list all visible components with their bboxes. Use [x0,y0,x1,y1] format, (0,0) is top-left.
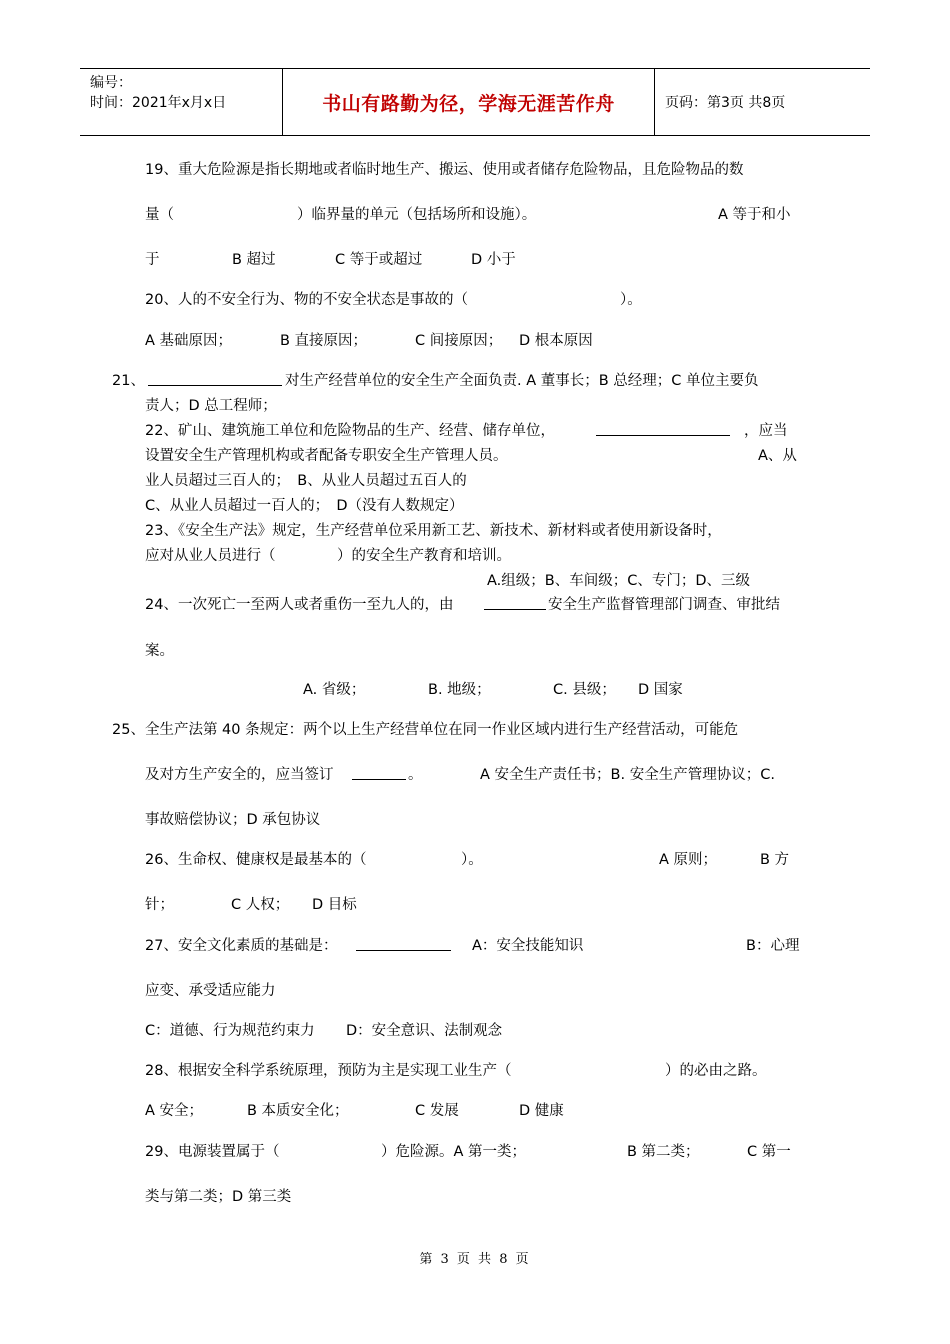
question-21-stem: 对生产经营单位的安全生产全面负责. A 董事长；B 总经理；C 单位主要负 [285,373,759,389]
question-27-option-b-start: B：心理 [746,938,800,954]
question-19-option-a: A 等于和小 [718,207,791,223]
question-22-line-2: 设置安全生产管理机构或者配备专职安全生产管理人员。 [145,448,508,464]
question-26-option-a: A 原则； [659,852,718,868]
question-20-stem-end: ）。 [620,292,642,308]
question-29-stem-end: ）危险源。A 第一类； [381,1144,527,1160]
question-22-stem-end: ，应当 [744,423,788,439]
question-21-blank [148,371,282,392]
question-27-option-c: C：道德、行为规范约束力 [145,1023,315,1039]
question-20-option-b: B 直接原因； [280,333,368,349]
question-28-option-a: A 安全； [145,1103,204,1119]
question-27-option-d: D：安全意识、法制观念 [346,1023,503,1039]
question-26-line-2: 针； [145,897,174,913]
document-number-label: 编号： [90,75,132,91]
question-19-line-3: 于 [145,252,160,268]
question-24-option-a: A. 省级； [303,682,366,698]
question-28-option-b: B 本质安全化； [247,1103,349,1119]
question-22-blank [596,421,730,442]
question-19-line-2-end: ）临界量的单元（包括场所和设施）。 [297,207,537,223]
page-footer: 第 3 页 共 8 页 [419,1252,531,1267]
question-20-stem-start: 20、人的不安全行为、物的不安全状态是事故的（ [145,292,468,308]
question-25-line-1: 25、全生产法第 40 条规定：两个以上生产经营单位在同一作业区域内进行生产经营活动，可能危 [112,722,739,738]
question-22-line-4: C、从业人员超过一百人的； D（没有人数规定） [145,498,464,514]
question-25-line-2-end: 。 [408,767,423,783]
question-24-option-b: B. 地级； [428,682,491,698]
question-19-line-1: 19、重大危险源是指长期地或者临时地生产、搬运、使用或者储存危险物品，且危险物品的数 [145,162,744,178]
question-24-option-c: C. 县级； [553,682,616,698]
question-20-option-d: D 根本原因 [519,333,593,349]
question-24-stem-end: 安全生产监督管理部门调查、审批结 [548,597,780,613]
question-26-stem-end: ）。 [461,852,483,868]
question-19-line-2-start: 量（ [145,207,174,223]
question-19-option-b: B 超过 [232,252,276,268]
question-25-options: A 安全生产责任书；B. 安全生产管理协议；C. [480,767,775,783]
question-23-line-1: 23、《安全生产法》规定，生产经营单位采用新工艺、新技术、新材料或者使用新设备时， [145,523,722,539]
question-28-option-d: D 健康 [519,1103,564,1119]
question-28-stem-start: 28、根据安全科学系统原理，预防为主是实现工业生产（ [145,1063,512,1079]
question-27-line-2: 应变、承受适应能力 [145,983,276,999]
question-19-option-c: C 等于或超过 [335,252,423,268]
question-28-stem-end: ）的必由之路。 [665,1063,767,1079]
question-25-blank [352,765,406,786]
question-22-stem-start: 22、矿山、建筑施工单位和危险物品的生产、经营、储存单位， [145,423,555,439]
question-29-option-c-start: C 第一 [747,1144,791,1160]
question-24-blank [484,595,546,616]
page-header [80,68,870,136]
question-25-line-3: 事故赔偿协议；D 承包协议 [145,812,321,828]
question-23-line-2-start: 应对从业人员进行（ [145,548,276,564]
question-20-option-a: A 基础原因； [145,333,233,349]
question-26-option-d: D 目标 [312,897,357,913]
question-26-option-c: C 人权； [231,897,290,913]
question-27-option-a: A：安全技能知识 [472,938,584,954]
question-23-line-2-end: ）的安全生产教育和培训。 [337,548,511,564]
question-29-line-2: 类与第二类；D 第三类 [145,1189,292,1205]
question-26-option-b-start: B 方 [760,852,790,868]
question-19-option-d: D 小于 [471,252,516,268]
question-27-stem: 27、安全文化素质的基础是： [145,938,338,954]
document-time-label: 时间：2021年x月x日 [90,95,227,111]
question-29-stem-start: 29、电源装置属于（ [145,1144,280,1160]
question-20-option-c: C 间接原因； [415,333,503,349]
question-24-option-d: D 国家 [638,682,683,698]
question-28-option-c: C 发展 [415,1103,459,1119]
question-22-option-a-start: A、从 [758,448,797,464]
question-25-line-2-start: 及对方生产安全的，应当签订 [145,767,334,783]
header-motto: 书山有路勤为径，学海无涯苦作舟 [282,69,655,135]
question-23-options: A.组级；B、车间级；C、专门；D、三级 [487,573,751,589]
question-26-stem-start: 26、生命权、健康权是最基本的（ [145,852,367,868]
question-22-line-3: 业人员超过三百人的； B、从业人员超过五百人的 [145,473,467,489]
question-21-line-2: 责人；D 总工程师； [145,398,277,414]
question-27-blank [356,936,451,957]
question-24-line-2: 案。 [145,643,174,659]
question-29-option-b: B 第二类； [627,1144,700,1160]
question-24-stem-start: 24、一次死亡一至两人或者重伤一至九人的，由 [145,597,454,613]
header-page-info: 页码：第3页 共8页 [665,95,786,111]
question-21-number: 21、 [112,373,145,389]
header-meta [80,69,282,135]
